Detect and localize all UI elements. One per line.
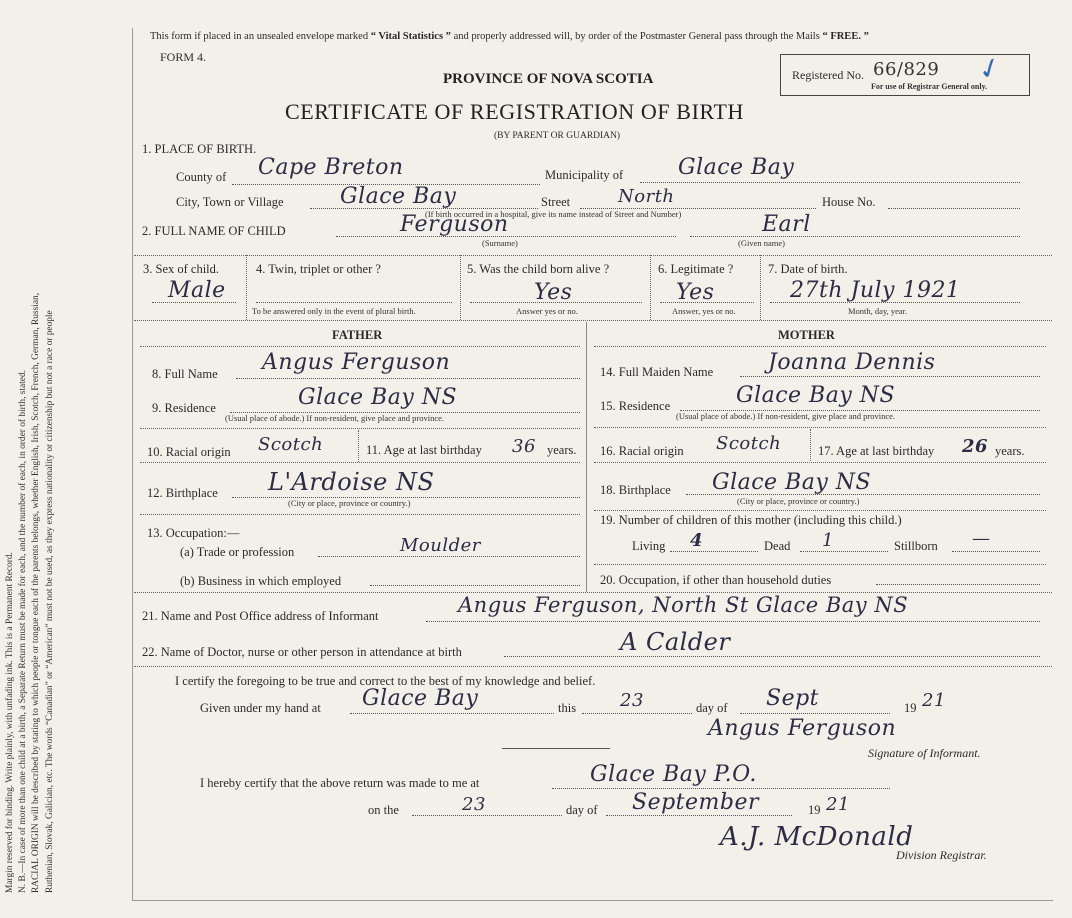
- child-name-label: 2. FULL NAME OF CHILD: [142, 224, 286, 238]
- mother-divider: [594, 462, 1046, 463]
- page-title: CERTIFICATE OF REGISTRATION OF BIRTH: [285, 99, 744, 124]
- given-place-rule: [350, 713, 554, 714]
- place-of-birth-label: 1. PLACE OF BIRTH.: [142, 142, 257, 156]
- row3-divider: [760, 255, 761, 320]
- mother-residence-caption: (Usual place of abode.) If non-resident, give place and province.: [676, 411, 896, 421]
- father-name-rule: [236, 378, 580, 379]
- father-occupation-label: 13. Occupation:—: [147, 526, 240, 540]
- row3-divider: [460, 255, 461, 320]
- informant-value: Angus Ferguson, North St Glace Bay NS: [458, 593, 909, 617]
- mother-name-rule: [740, 376, 1040, 377]
- born-alive-rule: [470, 302, 642, 303]
- father-name-label: 8. Full Name: [152, 367, 218, 381]
- father-residence-value: Glace Bay NS: [298, 385, 458, 410]
- birth-date-value: 27th July 1921: [790, 278, 961, 303]
- doctor-value: A Calder: [620, 628, 731, 656]
- certify-this: this: [558, 701, 577, 715]
- house-label: House No.: [822, 195, 876, 209]
- registrar-caption: Division Registrar.: [896, 848, 987, 862]
- informant-label: 21. Name and Post Office address of Informant: [142, 609, 379, 623]
- informant-signature-caption: Signature of Informant.: [868, 746, 981, 760]
- father-trade-value: Moulder: [400, 535, 481, 556]
- given-rule: [690, 236, 1020, 237]
- given-under-label: Given under my hand at: [200, 701, 321, 715]
- certify-month-rule: [740, 713, 890, 714]
- registrar-day: 23: [462, 794, 486, 815]
- county-value: Cape Breton: [258, 155, 404, 180]
- dead-label: Dead: [764, 539, 791, 553]
- sex-label: 3. Sex of child.: [143, 262, 220, 276]
- mother-heading-rule: [594, 346, 1046, 347]
- surname-rule: [336, 236, 676, 237]
- parents-divider: [586, 322, 587, 592]
- registrar-year: 21: [826, 794, 850, 815]
- registrar-use-note: For use of Registrar General only.: [871, 82, 988, 91]
- stillborn-value: —: [972, 528, 991, 549]
- mother-residence-value: Glace Bay NS: [736, 383, 896, 408]
- dead-rule: [800, 551, 888, 552]
- father-birthplace-caption: (City or place, province or country.): [288, 498, 411, 508]
- legitimate-rule: [660, 302, 754, 303]
- certify-year-prefix: 19: [904, 701, 917, 715]
- child-given-name: Earl: [762, 212, 811, 237]
- father-birthplace-value: L'Ardoise NS: [268, 468, 435, 496]
- certify-day: 23: [620, 690, 644, 711]
- county-label: County of: [176, 170, 227, 184]
- mother-racial-value: Scotch: [716, 433, 782, 454]
- registrar-on-the: on the: [368, 803, 399, 817]
- street-label: Street: [541, 195, 571, 209]
- legitimate-value: Yes: [676, 280, 715, 305]
- municipality-value: Glace Bay: [678, 155, 795, 180]
- born-alive-label: 5. Was the child born alive ?: [467, 262, 610, 276]
- father-heading: FATHER: [332, 328, 383, 342]
- informant-signature: Angus Ferguson: [708, 716, 897, 741]
- mother-birthplace-rule: [686, 494, 1040, 495]
- given-place: Glace Bay: [362, 686, 479, 711]
- mother-age-value: 26: [962, 436, 989, 457]
- short-divider: [502, 748, 610, 749]
- registrar-month-rule: [606, 815, 792, 816]
- birth-date-label: 7. Date of birth.: [768, 262, 848, 276]
- registrar-signature: A.J. McDonald: [720, 822, 914, 852]
- mother-birthplace-caption: (City or place, province or country.): [737, 496, 860, 506]
- mother-occupation-rule: [876, 584, 1040, 585]
- father-business-rule: [370, 585, 580, 586]
- given-caption: (Given name): [738, 238, 785, 248]
- father-racial-value: Scotch: [258, 434, 324, 455]
- father-trade-label: (a) Trade or profession: [180, 545, 295, 559]
- twin-rule: [256, 302, 452, 303]
- mother-age-label: 17. Age at last birthday: [818, 444, 935, 458]
- registrar-statement: I hereby certify that the above return was made to me at: [200, 776, 480, 790]
- dead-value: 1: [822, 530, 834, 551]
- margin-note: Margin reserved for binding. Write plainly, with unfading ink. This is a Permanent Record.: [5, 552, 15, 893]
- city-label: City, Town or Village: [176, 195, 284, 209]
- legitimate-caption: Answer, yes or no.: [672, 306, 736, 316]
- mother-age-years: years.: [995, 444, 1025, 458]
- living-value: 4: [690, 530, 704, 551]
- father-divider: [140, 462, 580, 463]
- mother-birthplace-value: Glace Bay NS: [712, 470, 872, 495]
- father-age-value: 36: [512, 436, 536, 457]
- twin-label: 4. Twin, triplet or other ?: [256, 262, 381, 276]
- municipality-rule: [640, 182, 1020, 183]
- father-business-label: (b) Business in which employed: [180, 574, 342, 588]
- mother-divider: [594, 427, 1046, 428]
- born-alive-value: Yes: [534, 280, 573, 305]
- margin-note: RACIAL ORIGIN will be described by stating to which people or tongue each of the parents belongs, whether English, Irish, Scotch, French, German, Russian,: [31, 292, 42, 893]
- stillborn-rule: [952, 551, 1040, 552]
- father-racial-label: 10. Racial origin: [147, 445, 231, 459]
- registered-label: Registered No.: [792, 68, 864, 82]
- informant-rule: [426, 621, 1040, 622]
- margin-note: N. B.—In case of more than one child at a birth, a Separate Return must be made for each, and the number of each, in order of birth, stated.: [18, 370, 29, 893]
- registrar-month: September: [632, 790, 760, 815]
- registrar-year-prefix: 19: [808, 803, 821, 817]
- father-residence-label: 9. Residence: [152, 401, 216, 415]
- mother-divider: [594, 564, 1046, 565]
- living-rule: [670, 551, 758, 552]
- certify-top-rule: [134, 666, 1052, 667]
- street-value: North: [618, 186, 675, 207]
- registrar-place-rule: [552, 788, 890, 789]
- postal-notice: This form if placed in an unsealed envelope marked “ Vital Statistics ” and properly addressed will, by order of the Postmaster General pass through the Mails “ FREE. ”: [150, 31, 869, 42]
- certify-year: 21: [922, 690, 946, 711]
- father-age-label: 11. Age at last birthday: [366, 443, 482, 457]
- father-divider: [140, 428, 580, 429]
- doctor-rule: [504, 656, 1040, 657]
- page-subtitle: (BY PARENT OR GUARDIAN): [494, 131, 621, 141]
- surname-caption: (Surname): [482, 238, 518, 248]
- father-age-years: years.: [547, 443, 577, 457]
- sex-rule: [152, 302, 236, 303]
- row3-divider: [650, 255, 651, 320]
- margin-note: Ruthenian, Slovak, Galician, etc. The words “Canadian” or “American” must not be used, as they express nationality or citizenship but not a race or people: [44, 310, 55, 893]
- father-birthplace-label: 12. Birthplace: [147, 486, 218, 500]
- registered-number: 66/829: [873, 59, 940, 80]
- province-heading: PROVINCE OF NOVA SCOTIA: [443, 71, 654, 87]
- certify-day-of: day of: [696, 701, 728, 715]
- certify-day-rule: [582, 713, 692, 714]
- row3-bottom: [134, 320, 1052, 321]
- mother-name-value: Joanna Dennis: [768, 350, 936, 375]
- father-heading-rule: [140, 346, 580, 347]
- certify-month: Sept: [766, 686, 820, 711]
- margin-notes: [4, 0, 116, 893]
- sex-value: Male: [168, 278, 226, 303]
- hospital-note: (If birth occurred in a hospital, give its name instead of Street and Number): [425, 209, 682, 219]
- city-value: Glace Bay: [340, 184, 457, 209]
- mother-racial-label: 16. Racial origin: [600, 444, 684, 458]
- certify-statement: I certify the foregoing to be true and correct to the best of my knowledge and belief.: [175, 674, 596, 688]
- children-count-label: 19. Number of children of this mother (including this child.): [600, 513, 902, 527]
- mother-residence-label: 15. Residence: [600, 399, 671, 413]
- doctor-label: 22. Name of Doctor, nurse or other person in attendance at birth: [142, 645, 462, 659]
- child-surname: Ferguson: [400, 212, 509, 237]
- father-name-value: Angus Ferguson: [262, 350, 451, 375]
- registrar-day-rule: [412, 815, 562, 816]
- legitimate-label: 6. Legitimate ?: [658, 262, 734, 276]
- mother-birthplace-label: 18. Birthplace: [600, 483, 671, 497]
- father-trade-rule: [318, 556, 580, 557]
- twin-note: To be answered only in the event of plural birth.: [252, 306, 416, 316]
- born-alive-caption: Answer yes or no.: [516, 306, 578, 316]
- form-number: FORM 4.: [160, 50, 207, 64]
- row3-divider: [246, 255, 247, 320]
- registrar-place: Glace Bay P.O.: [590, 762, 757, 787]
- father-age-divider: [358, 430, 359, 462]
- house-rule: [888, 208, 1020, 209]
- father-residence-caption: (Usual place of abode.) If non-resident, give place and province.: [225, 413, 445, 423]
- birth-date-rule: [770, 302, 1020, 303]
- stillborn-label: Stillborn: [894, 539, 938, 553]
- father-divider: [140, 514, 580, 515]
- registrar-day-of: day of: [566, 803, 598, 817]
- mother-divider: [594, 510, 1046, 511]
- row3-top: [134, 255, 1052, 256]
- mother-occupation-label: 20. Occupation, if other than household duties: [600, 573, 832, 587]
- mother-age-divider: [810, 429, 811, 461]
- blue-check-mark: ✓: [973, 48, 1007, 89]
- birth-date-caption: Month, day, year.: [848, 306, 908, 316]
- living-label: Living: [632, 539, 666, 553]
- mother-heading: MOTHER: [778, 328, 835, 342]
- mother-name-label: 14. Full Maiden Name: [600, 365, 714, 379]
- municipality-label: Municipality of: [545, 168, 624, 182]
